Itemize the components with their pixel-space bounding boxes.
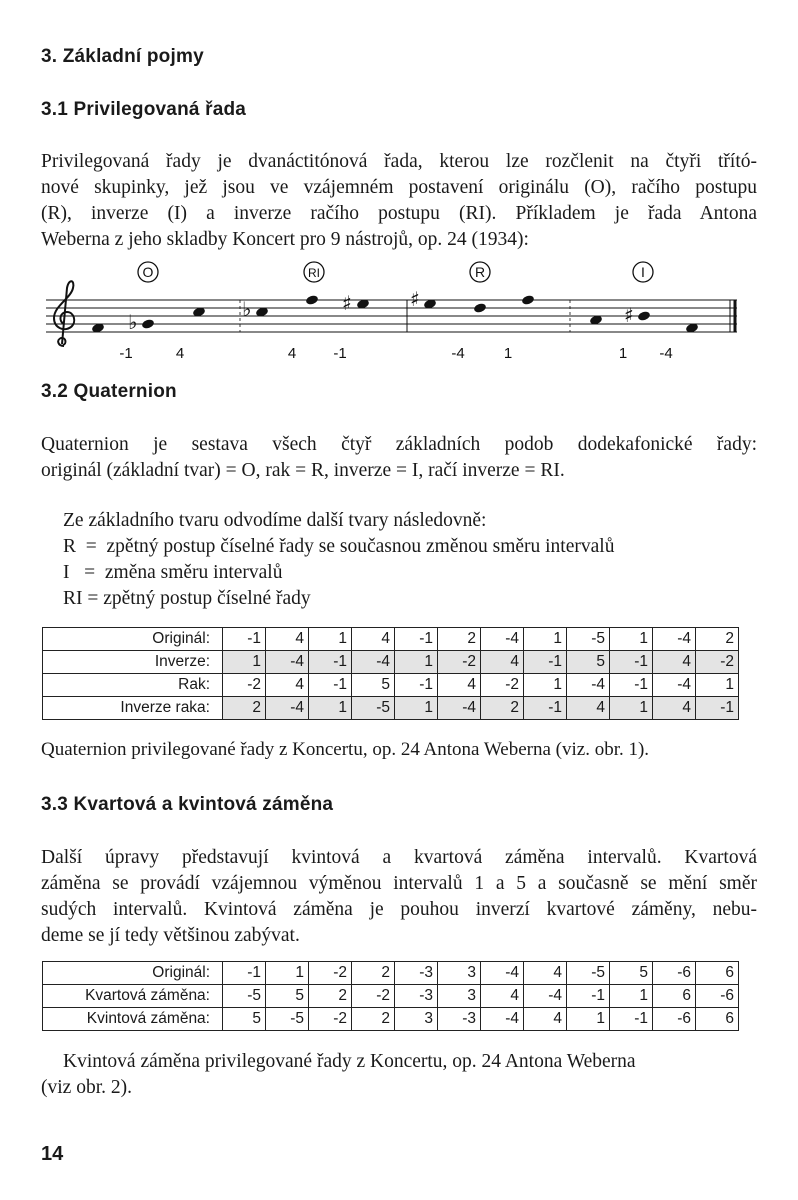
table-cell: 4 [524,962,567,985]
table-cell: -1 [696,697,739,720]
table-cell: -4 [524,985,567,1008]
table-cell: 2 [352,962,395,985]
table-cell: -4 [653,674,696,697]
table-cell: 2 [481,697,524,720]
table-cell: -6 [696,985,739,1008]
row-label: Kvintová záměna: [43,1008,223,1031]
treble-clef-icon [54,281,74,346]
table-cell: -4 [266,697,309,720]
table-cell: 3 [395,1008,438,1031]
definition-i: I = změna směru intervalů [63,562,283,583]
exchange-caption-line: Kvintová záměna privilegované řady z Koncertu, op. 24 Antona Weberna [63,1051,636,1072]
table-cell: -5 [223,985,266,1008]
table-cell: -6 [653,962,696,985]
row-label: Inverze: [43,651,223,674]
table-cell: -5 [567,628,610,651]
table-cell: -4 [481,962,524,985]
text-line: deme se jí tedy většinou zabývat. [41,925,300,946]
table-cell: -2 [438,651,481,674]
table-cell: -1 [223,962,266,985]
table-cell: -1 [309,651,352,674]
definition-r: R = zpětný postup číselné řady se současnou změnou směru intervalů [63,536,615,557]
table-cell: 1 [309,697,352,720]
text-line: Quaternion je sestava všech čtyř základních podob dodekafonické řady: [41,434,757,455]
interval-number: 4 [175,345,185,362]
table-cell: 4 [266,628,309,651]
table-cell: 5 [266,985,309,1008]
paragraph-privileged-row [41,149,757,253]
table-cell: -1 [395,674,438,697]
interval-number: 1 [618,345,628,362]
table-cell: 2 [696,628,739,651]
table-cell: 1 [696,674,739,697]
flat-icon: ♭ [242,297,252,321]
table-row [43,985,739,1008]
table-cell: 6 [696,962,739,985]
table-cell: 3 [438,985,481,1008]
table-cell: -6 [653,1008,696,1031]
interval-number: -1 [119,345,133,362]
table-cell: -1 [610,1008,653,1031]
table-cell: -1 [223,628,266,651]
table-cell: 1 [610,628,653,651]
table-cell: -5 [352,697,395,720]
table-cell: 3 [438,962,481,985]
text-line: originál (základní tvar) = O, rak = R, inverze = I, račí inverze = RI. [41,460,565,481]
staff-label-ri: RI [308,266,320,280]
table-cell: 1 [610,697,653,720]
sharp-icon: ♯ [342,291,352,315]
interval-number: 1 [503,345,513,362]
paragraph-quaternion [41,432,757,484]
interval-number: 4 [287,345,297,362]
interval-exchange-table [42,961,739,1031]
staff-label-r: R [474,264,486,280]
text-line: Privilegovaná řady je dvanáctitónová řada, kterou lze rozčlenit na čtyři třító- [41,151,757,172]
table-cell: 1 [567,1008,610,1031]
subsection-title-3-3: 3.3 Kvartová a kvintová záměna [41,794,334,815]
table-cell: 2 [438,628,481,651]
interval-number: -4 [659,345,673,362]
table-row [43,1008,739,1031]
subsection-title-3-2: 3.2 Quaternion [41,381,177,402]
staff-label-i: I [641,264,645,280]
table-cell: 4 [266,674,309,697]
table-cell: -4 [438,697,481,720]
subsection-title-3-1: 3.1 Privilegovaná řada [41,99,247,120]
table-cell: 1 [524,674,567,697]
table-cell: -1 [524,651,567,674]
text-line: záměna se provádí vzájemnou výměnou intervalů 1 a 5 a současně se mění směr [41,873,757,894]
table-cell: 1 [395,697,438,720]
table-cell: -4 [653,628,696,651]
section-title: 3. Základní pojmy [41,46,204,67]
text-line: nové skupinky, jež jsou ve vzájemném postavení originálu (O), račího postupu [41,177,757,198]
row-label: Inverze raka: [43,697,223,720]
table-cell: 1 [223,651,266,674]
table-cell: -3 [395,962,438,985]
table-cell: 1 [266,962,309,985]
paragraph-interval-exchange [41,845,757,949]
table-cell: -1 [395,628,438,651]
table-cell: -1 [524,697,567,720]
table-cell: 4 [481,985,524,1008]
text-line: (R), inverze (I) a inverze račího postupu (RI). Příkladem je řada Antona [41,203,757,224]
table-cell: 2 [223,697,266,720]
table-row [43,674,739,697]
table-cell: 4 [653,697,696,720]
text-line: Další úpravy představují kvintová a kvartová záměna intervalů. Kvartová [41,847,757,868]
row-label: Originál: [43,962,223,985]
table-cell: -1 [610,651,653,674]
table-cell: -4 [352,651,395,674]
quaternion-table [42,627,739,720]
sharp-icon: ♯ [624,303,634,327]
table-cell: 5 [610,962,653,985]
quaternion-caption: Quaternion privilegované řady z Koncertu, op. 24 Antona Weberna (viz. obr. 1). [41,739,650,760]
page-number: 14 [41,1143,64,1165]
table-cell: -3 [438,1008,481,1031]
definition-ri: RI = zpětný postup číselné řady [63,588,311,609]
table-cell: 4 [567,697,610,720]
table-cell: 2 [352,1008,395,1031]
table-cell: -5 [266,1008,309,1031]
table-cell: -3 [395,985,438,1008]
table-cell: 5 [352,674,395,697]
table-cell: 4 [438,674,481,697]
table-cell: -1 [567,985,610,1008]
table-cell: 1 [610,985,653,1008]
flat-icon: ♭ [128,310,138,334]
row-label: Rak: [43,674,223,697]
table-cell: -4 [567,674,610,697]
table-row [43,962,739,985]
table-row [43,628,739,651]
table-row [43,697,739,720]
table-cell: 6 [696,1008,739,1031]
interval-number: -1 [333,345,347,362]
table-cell: 2 [309,985,352,1008]
table-cell: -2 [352,985,395,1008]
table-cell: 1 [524,628,567,651]
table-cell: -1 [610,674,653,697]
table-cell: 5 [223,1008,266,1031]
staff-label-o: O [142,264,154,280]
sharp-icon: ♯ [410,287,420,311]
table-cell: 4 [352,628,395,651]
table-cell: -2 [309,962,352,985]
row-label: Originál: [43,628,223,651]
exchange-caption-line: (viz obr. 2). [41,1077,132,1098]
table-cell: -2 [696,651,739,674]
staff-svg [40,254,740,364]
table-cell: 4 [524,1008,567,1031]
table-row [43,651,739,674]
music-example-staff [40,254,740,364]
text-line: sudých intervalů. Kvintová záměna je pouhou inverzí kvartové záměny, nebu- [41,899,757,920]
table-cell: -2 [309,1008,352,1031]
row-label: Kvartová záměna: [43,985,223,1008]
text-line: Weberna z jeho skladby Koncert pro 9 nástrojů, op. 24 (1934): [41,229,529,250]
table-cell: 4 [481,651,524,674]
table-cell: 5 [567,651,610,674]
table-cell: -2 [481,674,524,697]
table-cell: -2 [223,674,266,697]
table-cell: 1 [309,628,352,651]
table-cell: -1 [309,674,352,697]
table-cell: 6 [653,985,696,1008]
table-cell: -5 [567,962,610,985]
table-cell: -4 [481,1008,524,1031]
table-cell: -4 [481,628,524,651]
definitions-intro: Ze základního tvaru odvodíme další tvary následovně: [63,510,487,531]
interval-number: -4 [451,345,465,362]
table-cell: 4 [653,651,696,674]
table-cell: -4 [266,651,309,674]
table-cell: 1 [395,651,438,674]
